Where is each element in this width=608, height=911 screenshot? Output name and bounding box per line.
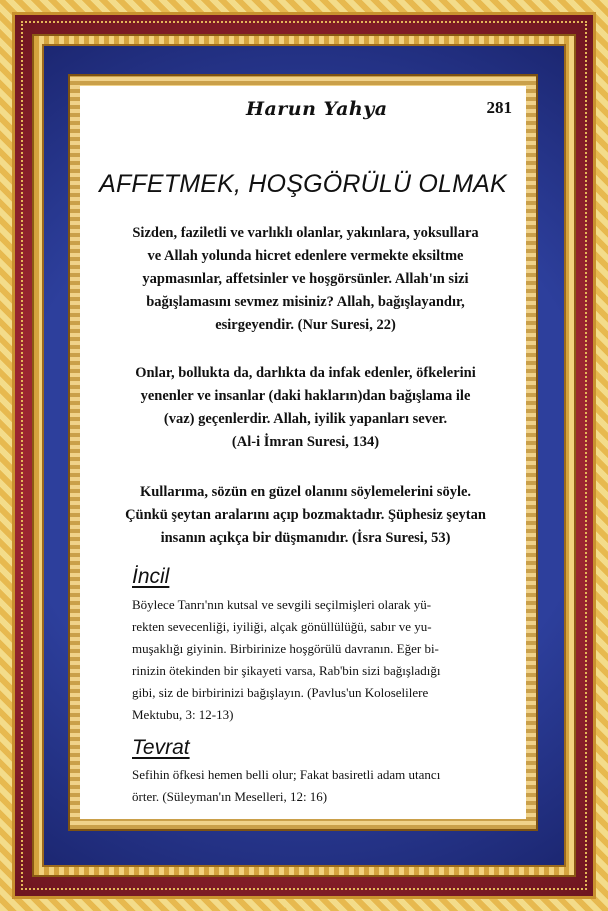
body-line: muşaklığı giyinin. Birbirinize hoşgörülü davranın. Eğer bi- (132, 641, 439, 656)
verse-block-3 (108, 481, 503, 550)
verse-line: ve Allah yolunda hicret edenlere vermekte eksiltme (147, 248, 464, 264)
verse-line: yapmasınlar, affetsinler ve hoşgörsünler. Allah'ın sizi (142, 271, 469, 287)
verse-line: Sizden, faziletli ve varlıklı olanlar, yakınlara, yoksullara (132, 225, 479, 241)
verse-line: Kullarıma, sözün en güzel olanını söylemelerini söyle. (139, 484, 472, 500)
section-body-tevrat (132, 764, 500, 808)
section-body-incil (132, 594, 500, 726)
page-number: 281 (486, 98, 512, 117)
section-heading-tevrat: Tevrat (132, 736, 190, 759)
body-line: Sefihin öfkesi hemen belli olur; Fakat basiretli adam utancı (132, 767, 441, 782)
body-line: örter. (Süleyman'ın Meselleri, 12: 16) (132, 789, 328, 804)
verse-line: (vaz) geçenlerdir. Allah, iyilik yapanları sever. (163, 411, 448, 427)
verse-line: (Al-i İmran Suresi, 134) (231, 434, 380, 450)
body-line: Böylece Tanrı'nın kutsal ve sevgili seçilmişleri olarak yü- (132, 597, 432, 612)
book-title: Harun Yahya (246, 98, 388, 120)
verse-line: Onlar, bollukta da, darlıkta da infak edenler, öfkelerini (135, 365, 476, 381)
verse-line: yenenler ve insanlar (daki hakların)dan bağışlama ile (140, 388, 471, 404)
verse-line: Çünkü şeytan aralarını açıp bozmaktadır. Şüphesiz şeytan (125, 507, 486, 523)
verse-line: bağışlamasını sevmez misiniz? Allah, bağışlayandır, (146, 294, 465, 310)
verse-line: insanın açıkça bir düşmanıdır. (İsra Suresi, 53) (160, 530, 451, 546)
body-line: rinizin ötekinden bir şikayeti varsa, Rab'bin sizi bağışladığı (132, 663, 441, 678)
chapter-title: AFFETMEK, HOŞGÖRÜLÜ OLMAK (99, 170, 507, 198)
section-heading-incil: İncil (132, 565, 170, 588)
verse-block-2 (108, 362, 503, 454)
verse-block-1 (108, 222, 503, 337)
body-line: rekten sevecenliği, iyiliği, alçak gönüllülüğü, sabır ve yu- (132, 619, 432, 634)
verse-line: esirgeyendir. (Nur Suresi, 22) (215, 317, 396, 333)
body-line: gibi, siz de birbirinizi bağışlayın. (Pavlus'un Koloselilere (132, 685, 429, 700)
body-line: Mektubu, 3: 12-13) (132, 707, 234, 722)
